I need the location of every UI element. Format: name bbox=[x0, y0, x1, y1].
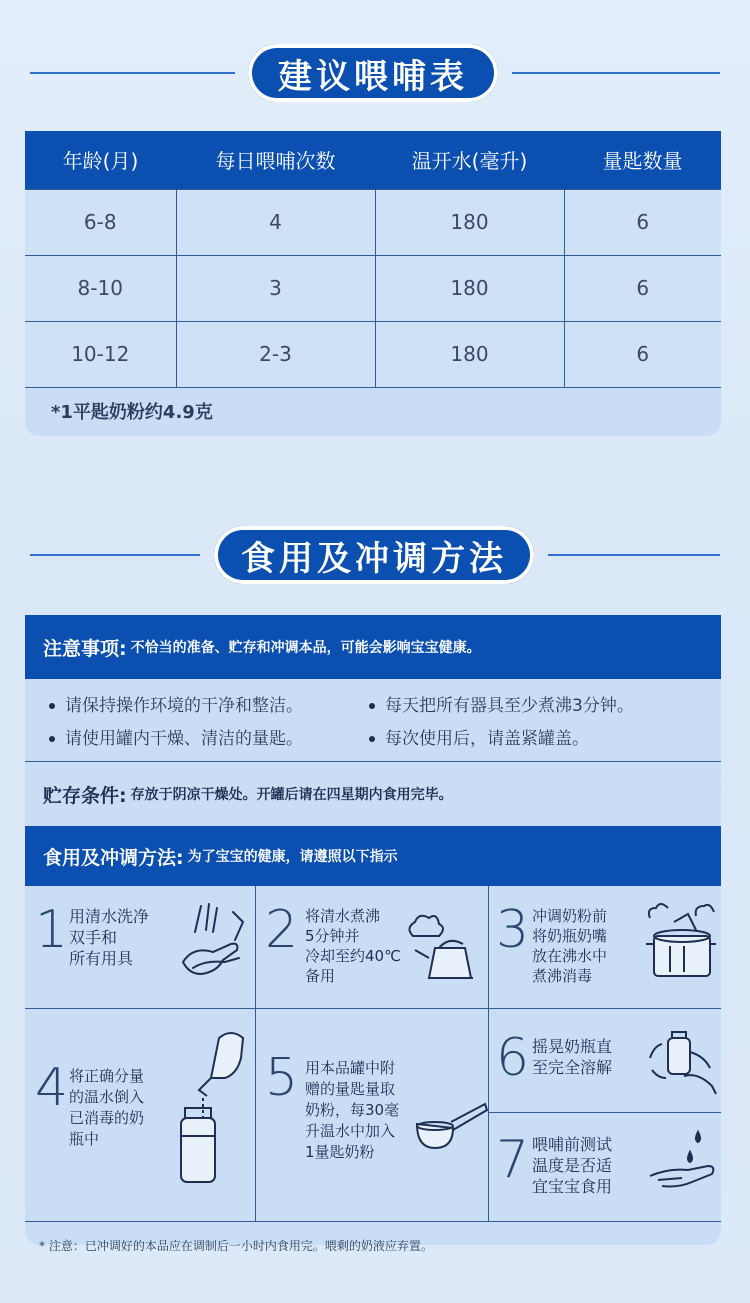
prep-label: 食用及冲调方法: bbox=[43, 846, 184, 869]
header-divider-right bbox=[512, 72, 720, 74]
table-row bbox=[25, 321, 721, 387]
prep-step-3 bbox=[488, 886, 721, 1008]
step-text: 将正确分量 的温水倒入 已消毒的奶 瓶中 bbox=[69, 1067, 145, 1148]
feeding-table bbox=[25, 131, 721, 388]
table-row bbox=[25, 189, 721, 255]
notice-bullet-list bbox=[25, 679, 721, 762]
prep-step-7 bbox=[488, 1112, 721, 1222]
shake-bottle-icon bbox=[648, 1028, 718, 1098]
prep-step-4 bbox=[25, 1008, 255, 1222]
list-item: 每天把所有器具至少煮沸3分钟。 bbox=[369, 691, 729, 716]
hand-washing-icon bbox=[173, 902, 249, 988]
step-number: 6 bbox=[496, 1028, 530, 1088]
table-cell: 6 bbox=[564, 189, 721, 255]
col-header-age: 年龄(月) bbox=[25, 131, 176, 189]
storage-text: 存放于阴凉干燥处。开罐后请在四星期内食用完毕。 bbox=[130, 787, 453, 803]
prep-step-1 bbox=[25, 886, 255, 1008]
prep-step-6 bbox=[488, 1008, 721, 1112]
table-cell: 2-3 bbox=[176, 321, 375, 387]
notice-label: 注意事项: bbox=[43, 637, 127, 660]
step-text: 冲调奶粉前 将奶瓶奶嘴 放在沸水中 煮沸消毒 bbox=[532, 907, 608, 985]
table-cell: 180 bbox=[375, 189, 564, 255]
feeding-table-card bbox=[25, 131, 721, 436]
notice-text: 不恰当的准备、贮存和冲调本品，可能会影响宝宝健康。 bbox=[130, 640, 481, 656]
step-number: 5 bbox=[265, 1048, 299, 1108]
bullet-icon bbox=[49, 703, 55, 709]
step-number: 4 bbox=[35, 1058, 69, 1118]
step-number: 7 bbox=[496, 1130, 530, 1190]
bullet-icon bbox=[369, 703, 375, 709]
table-cell: 180 bbox=[375, 321, 564, 387]
header-divider-left bbox=[30, 72, 235, 74]
prep-step-5 bbox=[255, 1008, 488, 1222]
table-cell: 6 bbox=[564, 255, 721, 321]
prep-steps-grid bbox=[25, 886, 721, 1222]
table-cell: 6-8 bbox=[25, 189, 176, 255]
notice-bar bbox=[25, 615, 721, 679]
boiling-pot-icon bbox=[644, 900, 718, 986]
step-number: 3 bbox=[496, 900, 530, 960]
method-section-title: 食用及冲调方法 bbox=[214, 526, 534, 584]
prep-text: 为了宝宝的健康，请遵照以下指示 bbox=[187, 849, 398, 865]
storage-row bbox=[25, 762, 721, 826]
step-text: 用清水洗净 双手和 所有用具 bbox=[69, 907, 150, 968]
table-cell: 3 bbox=[176, 255, 375, 321]
step-number: 1 bbox=[35, 900, 69, 960]
header-divider-left bbox=[30, 554, 200, 556]
pour-bottle-icon bbox=[171, 1028, 251, 1188]
table-cell: 4 bbox=[176, 189, 375, 255]
list-item: 每次使用后，请盖紧罐盖。 bbox=[369, 724, 729, 749]
wrist-test-icon bbox=[648, 1128, 718, 1202]
feeding-section-title: 建议喂哺表 bbox=[248, 44, 498, 102]
bullet-icon bbox=[369, 736, 375, 742]
method-section-header bbox=[0, 526, 750, 586]
col-header-feeds-per-day: 每日喂哺次数 bbox=[176, 131, 375, 189]
step-text: 用本品罐中附 赠的量匙量取 奶粉，每30毫 升温水中加入 1量匙奶粉 bbox=[305, 1059, 400, 1161]
kettle-icon bbox=[405, 908, 485, 984]
step-text: 将清水煮沸 5分钟并 冷却至约40℃ 备用 bbox=[305, 907, 401, 985]
footnote: * 注意：已冲调好的本品应在调制后一小时内食用完。喂剩的奶液应弃置。 bbox=[39, 1238, 433, 1253]
table-cell: 8-10 bbox=[25, 255, 176, 321]
method-card bbox=[25, 615, 721, 1253]
table-cell: 180 bbox=[375, 255, 564, 321]
feeding-section-header bbox=[0, 44, 750, 104]
feeding-table-header-row bbox=[25, 131, 721, 189]
list-item: 请保持操作环境的干净和整洁。 bbox=[49, 691, 369, 716]
bullet-icon bbox=[49, 736, 55, 742]
table-cell: 6 bbox=[564, 321, 721, 387]
prep-step-2 bbox=[255, 886, 488, 1008]
table-row bbox=[25, 255, 721, 321]
step-number: 2 bbox=[265, 900, 299, 960]
scoop-weight-note: *1平匙奶粉约4.9克 bbox=[51, 401, 213, 423]
list-item: 请使用罐内干燥、清洁的量匙。 bbox=[49, 724, 369, 749]
storage-label: 贮存条件: bbox=[43, 784, 127, 807]
col-header-water: 温开水(毫升) bbox=[375, 131, 564, 189]
table-cell: 10-12 bbox=[25, 321, 176, 387]
step-text: 喂哺前测试 温度是否适 宜宝宝食用 bbox=[532, 1135, 613, 1196]
scoop-icon bbox=[413, 1098, 487, 1158]
col-header-scoops: 量匙数量 bbox=[564, 131, 721, 189]
step-text: 摇晃奶瓶直 至完全溶解 bbox=[532, 1037, 613, 1077]
prep-bar bbox=[25, 826, 721, 886]
header-divider-right bbox=[548, 554, 720, 556]
